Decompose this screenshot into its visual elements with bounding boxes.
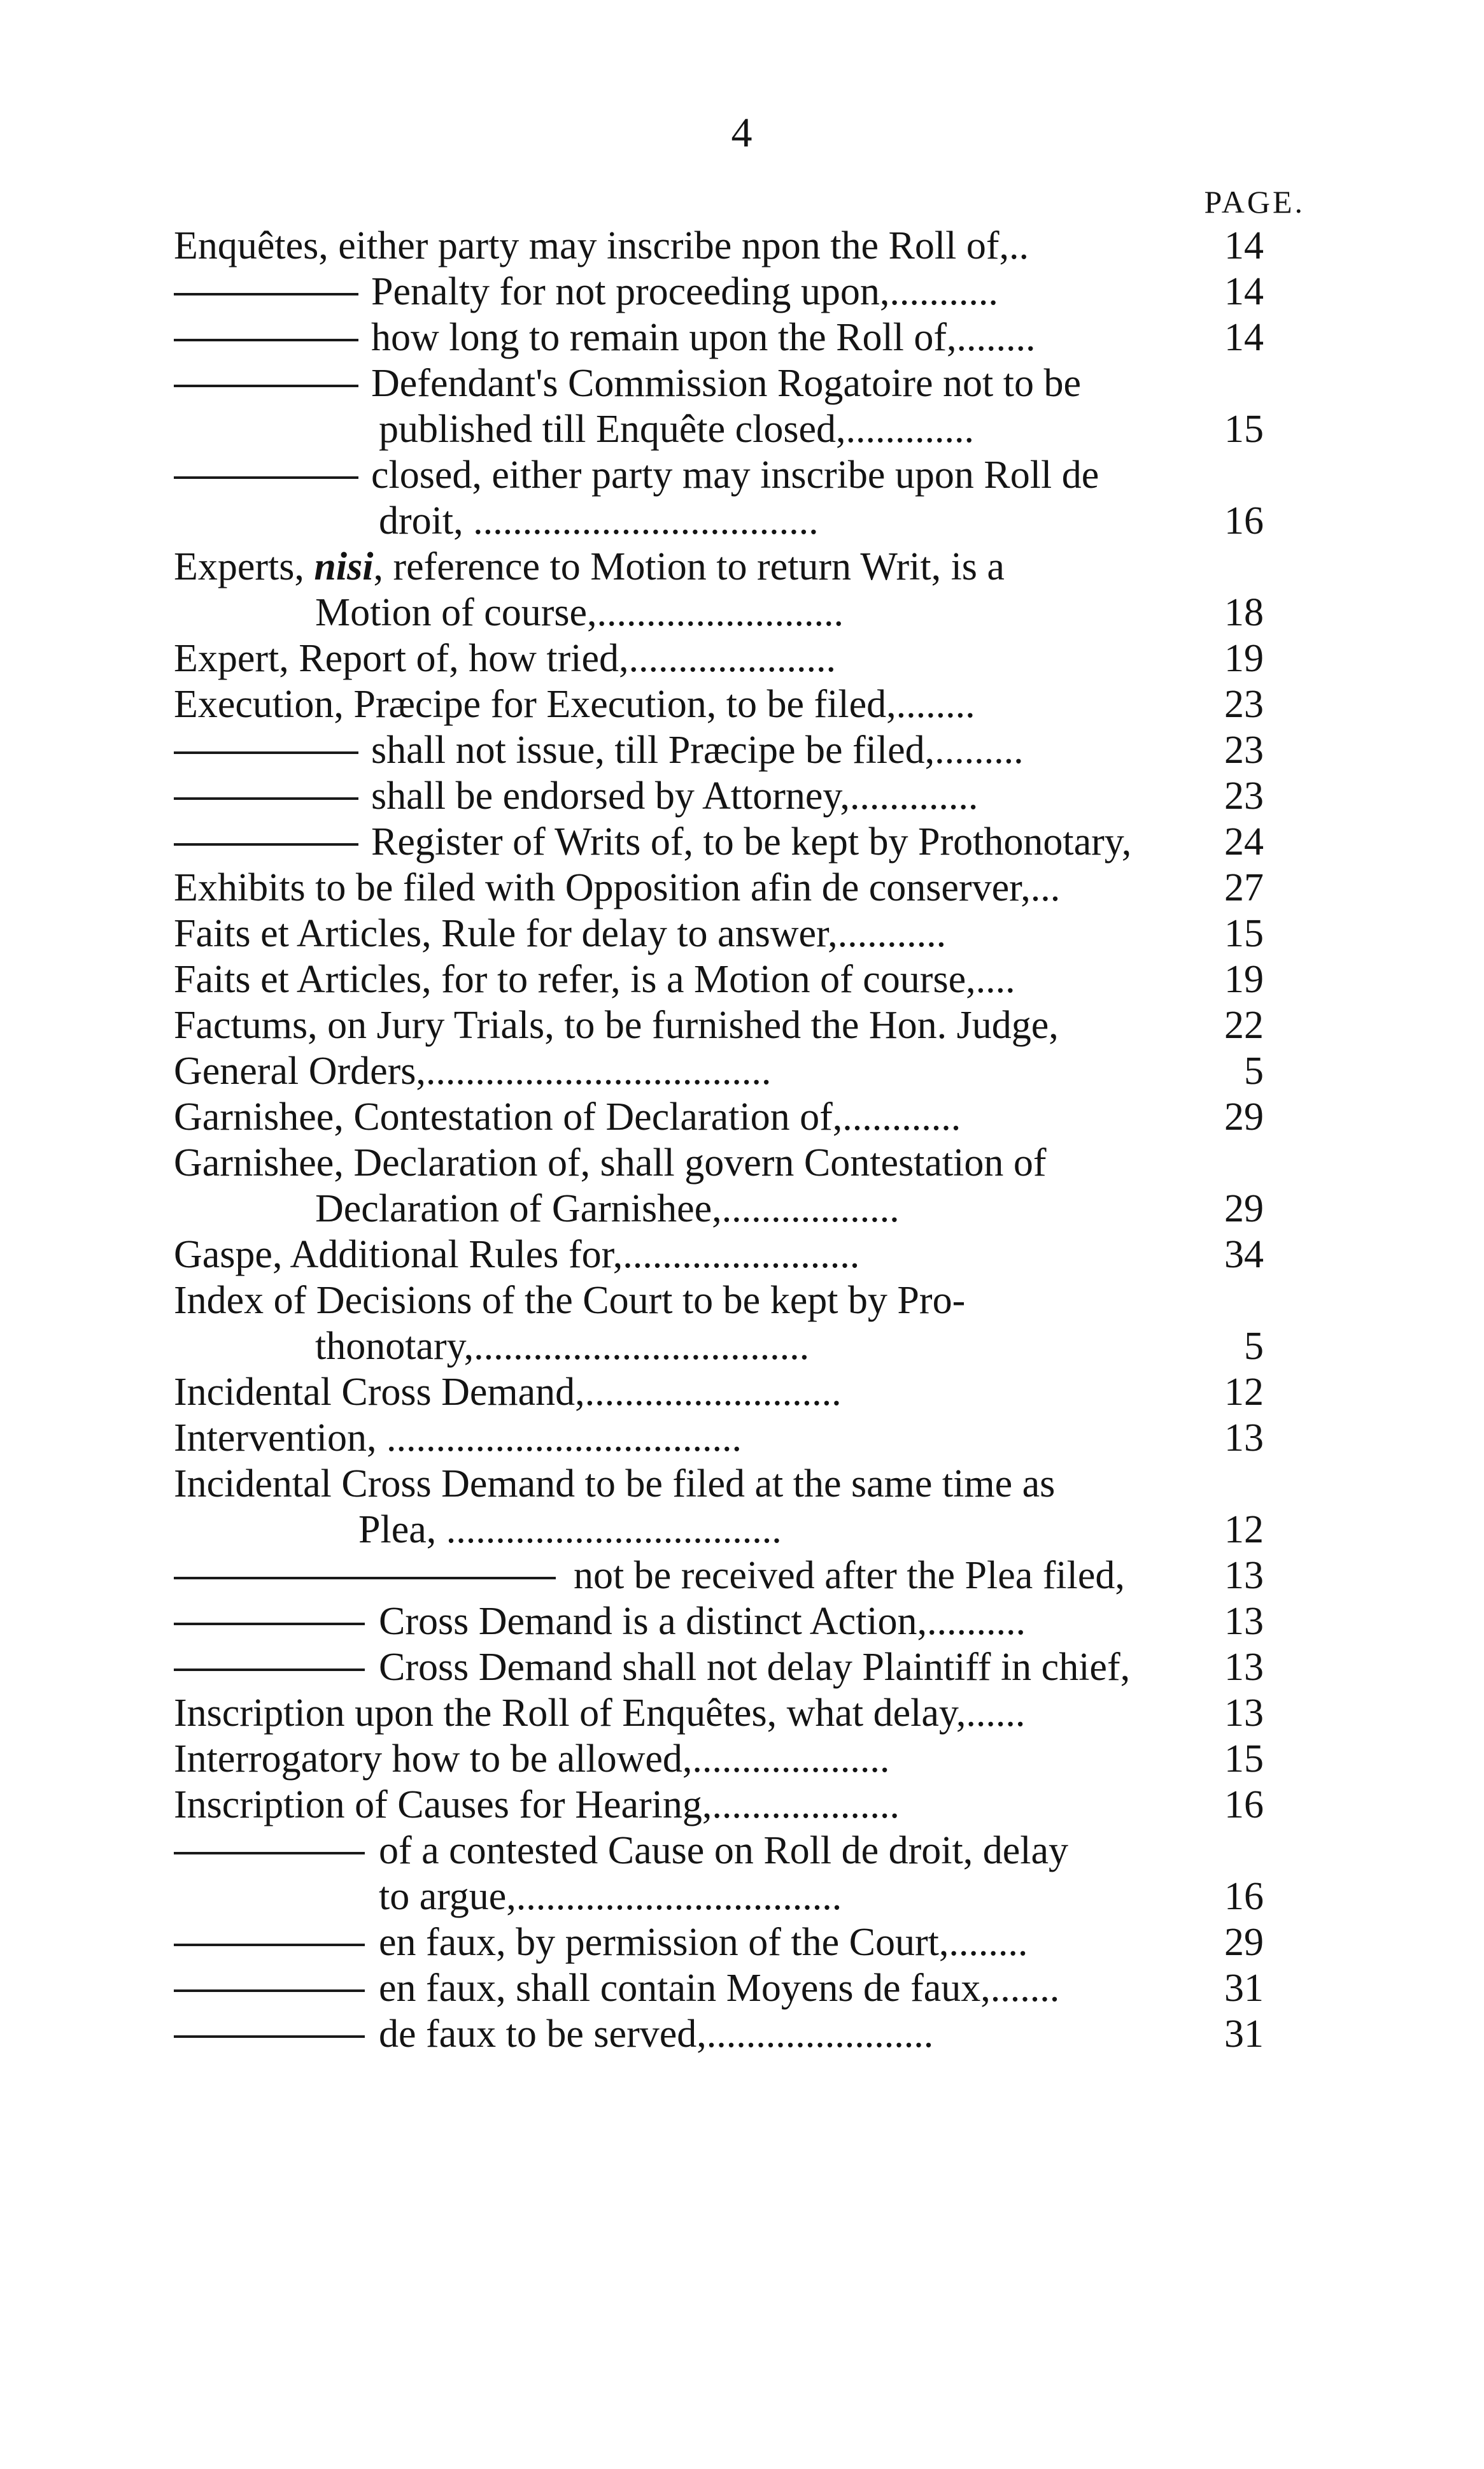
entry-page: 27 bbox=[1224, 866, 1264, 909]
index-entry bbox=[174, 1919, 1264, 1965]
entry-text: Index of Decisions of the Court to be kept by Pro- bbox=[174, 1279, 966, 1322]
entry-text: Penalty for not proceeding upon,........... bbox=[371, 270, 998, 313]
entry-text: en faux, shall contain Moyens de faux,....... bbox=[379, 1967, 1060, 2010]
index-entry bbox=[174, 1048, 1264, 1094]
index-entry bbox=[174, 1598, 1264, 1644]
entry-text: not be received after the Plea filed, bbox=[574, 1554, 1125, 1597]
index-entry bbox=[174, 636, 1264, 681]
index-entry bbox=[174, 315, 1264, 360]
index-entry bbox=[174, 911, 1264, 957]
entry-text: en faux, by permission of the Court,........ bbox=[379, 1921, 1028, 1964]
index-entry bbox=[174, 1461, 1264, 1507]
page-column-header: PAGE. bbox=[1204, 184, 1305, 220]
entry-text: shall not issue, till Præcipe be filed,......... bbox=[371, 729, 1024, 772]
page-number: 4 bbox=[731, 110, 753, 156]
entry-text bbox=[174, 544, 1005, 590]
ditto-dash bbox=[174, 293, 358, 295]
entry-page: 16 bbox=[1224, 499, 1264, 543]
entry-text: Faits et Articles, for to refer, is a Motion of course,.... bbox=[174, 958, 1015, 1001]
entry-text-italic: nisi bbox=[314, 545, 374, 588]
index-entry bbox=[174, 223, 1264, 269]
entry-text: Incidental Cross Demand,.......................... bbox=[174, 1370, 842, 1414]
entry-text: Incidental Cross Demand to be filed at the same time as bbox=[174, 1462, 1056, 1505]
entry-text-part: Experts, bbox=[174, 545, 314, 588]
entry-text: shall be endorsed by Attorney,............. bbox=[371, 774, 979, 818]
entry-page: 31 bbox=[1224, 1967, 1264, 2010]
ditto-dash bbox=[174, 2035, 365, 2038]
index-entry bbox=[174, 360, 1264, 406]
index-entry bbox=[174, 1553, 1264, 1598]
index-entry bbox=[174, 1965, 1264, 2011]
entry-text: Register of Writs of, to be kept by Prothonotary, bbox=[371, 820, 1132, 864]
index-entry bbox=[174, 1369, 1264, 1415]
entry-page: 19 bbox=[1224, 637, 1264, 680]
entry-page: 23 bbox=[1224, 774, 1264, 818]
entry-page: 5 bbox=[1244, 1325, 1264, 1368]
entry-page: 16 bbox=[1224, 1875, 1264, 1918]
entry-continuation-text: published till Enquête closed,............. bbox=[379, 408, 975, 451]
entry-text: Inscription of Causes for Hearing,................... bbox=[174, 1783, 900, 1826]
entry-continuation-text: Motion of course,......................... bbox=[315, 591, 844, 634]
index-entry-continuation bbox=[174, 590, 1264, 636]
entry-text: Execution, Præcipe for Execution, to be filed,........ bbox=[174, 683, 975, 726]
entry-text: Garnishee, Contestation of Declaration of,............ bbox=[174, 1095, 961, 1139]
index-entry bbox=[174, 1690, 1264, 1736]
entry-text: Cross Demand is a distinct Action,.......... bbox=[379, 1600, 1026, 1643]
entry-text: Garnishee, Declaration of, shall govern Contestation of bbox=[174, 1141, 1047, 1185]
entry-text: Cross Demand shall not delay Plaintiff in chief, bbox=[379, 1646, 1131, 1689]
ditto-dash bbox=[174, 385, 358, 387]
index-entry bbox=[174, 865, 1264, 911]
index-entry bbox=[174, 1828, 1264, 1874]
entry-page: 15 bbox=[1224, 1737, 1264, 1781]
entry-page: 29 bbox=[1224, 1095, 1264, 1139]
index-entry bbox=[174, 452, 1264, 498]
entry-page: 13 bbox=[1224, 1416, 1264, 1460]
ditto-dash bbox=[174, 751, 358, 754]
index-entry bbox=[174, 1644, 1264, 1690]
entry-page: 13 bbox=[1224, 1600, 1264, 1643]
ditto-dash bbox=[174, 1623, 365, 1625]
entry-page: 31 bbox=[1224, 2012, 1264, 2056]
entry-page: 22 bbox=[1224, 1004, 1264, 1047]
entry-text: Defendant's Commission Rogatoire not to be bbox=[371, 362, 1081, 405]
ditto-dash bbox=[174, 476, 358, 479]
entry-page: 24 bbox=[1224, 820, 1264, 864]
entry-page: 12 bbox=[1224, 1370, 1264, 1414]
entry-continuation-text: to argue,................................. bbox=[379, 1875, 842, 1918]
index-entry bbox=[174, 544, 1264, 590]
index-entry bbox=[174, 1140, 1264, 1186]
index-entry bbox=[174, 773, 1264, 819]
entry-page: 5 bbox=[1244, 1050, 1264, 1093]
entry-page: 15 bbox=[1224, 408, 1264, 451]
index-entry-continuation bbox=[174, 406, 1264, 452]
index-entry bbox=[174, 727, 1264, 773]
index-entry bbox=[174, 1415, 1264, 1461]
entry-text: Expert, Report of, how tried,..................... bbox=[174, 637, 837, 680]
entry-page: 15 bbox=[1224, 912, 1264, 955]
entry-text: how long to remain upon the Roll of,........ bbox=[371, 316, 1036, 359]
index-entry-continuation bbox=[174, 1323, 1264, 1369]
entry-continuation-text: Plea, .................................. bbox=[358, 1508, 782, 1551]
index-entry bbox=[174, 1277, 1264, 1323]
ditto-dash bbox=[174, 339, 358, 341]
index-entry-continuation bbox=[174, 1186, 1264, 1232]
index-entry bbox=[174, 1782, 1264, 1828]
entry-continuation-text: Declaration of Garnishee,.................. bbox=[315, 1187, 900, 1230]
index-entry bbox=[174, 681, 1264, 727]
index-list bbox=[0, 223, 1484, 2057]
index-entry bbox=[174, 1002, 1264, 1048]
entry-text: Factums, on Jury Trials, to be furnished the Hon. Judge, bbox=[174, 1004, 1059, 1047]
index-entry bbox=[174, 1094, 1264, 1140]
entry-page: 23 bbox=[1224, 683, 1264, 726]
index-entry-continuation bbox=[174, 498, 1264, 544]
entry-page: 16 bbox=[1224, 1783, 1264, 1826]
entry-page: 18 bbox=[1224, 591, 1264, 634]
entry-text: of a contested Cause on Roll de droit, delay bbox=[379, 1829, 1069, 1872]
entry-continuation-text: thonotary,.................................. bbox=[315, 1325, 810, 1368]
index-entry bbox=[174, 819, 1264, 865]
entry-text: Faits et Articles, Rule for delay to answer,........... bbox=[174, 912, 947, 955]
ditto-dash bbox=[174, 1852, 365, 1854]
entry-text: Intervention, .................................... bbox=[174, 1416, 742, 1460]
entry-page: 12 bbox=[1224, 1508, 1264, 1551]
ditto-dash bbox=[174, 1669, 365, 1671]
entry-text: Inscription upon the Roll of Enquêtes, what delay,...... bbox=[174, 1691, 1026, 1735]
entry-page: 23 bbox=[1224, 729, 1264, 772]
entry-page: 34 bbox=[1224, 1233, 1264, 1276]
entry-continuation-text: droit, ................................... bbox=[379, 499, 819, 543]
index-entry bbox=[174, 957, 1264, 1002]
entry-page: 29 bbox=[1224, 1921, 1264, 1964]
entry-page: 13 bbox=[1224, 1646, 1264, 1689]
entry-page: 13 bbox=[1224, 1554, 1264, 1597]
index-entry-continuation bbox=[174, 1874, 1264, 1919]
entry-page: 14 bbox=[1224, 224, 1264, 267]
index-entry bbox=[174, 1232, 1264, 1277]
ditto-dash bbox=[174, 1989, 365, 1992]
index-entry bbox=[174, 269, 1264, 315]
entry-page: 14 bbox=[1224, 316, 1264, 359]
entry-page: 14 bbox=[1224, 270, 1264, 313]
entry-text-part: , reference to Motion to return Writ, is a bbox=[373, 545, 1005, 588]
entry-page: 29 bbox=[1224, 1187, 1264, 1230]
entry-page: 13 bbox=[1224, 1691, 1264, 1735]
ditto-dash bbox=[174, 797, 358, 800]
index-entry bbox=[174, 1736, 1264, 1782]
ditto-dash bbox=[174, 1577, 556, 1579]
entry-text: General Orders,................................... bbox=[174, 1050, 772, 1093]
ditto-dash bbox=[174, 843, 358, 846]
index-entry bbox=[174, 2011, 1264, 2057]
entry-text: Interrogatory how to be allowed,.................... bbox=[174, 1737, 890, 1781]
entry-text: Exhibits to be filed with Opposition afin de conserver,... bbox=[174, 866, 1061, 909]
index-entry-continuation bbox=[174, 1507, 1264, 1553]
entry-text: de faux to be served,....................... bbox=[379, 2012, 934, 2056]
entry-text: Enquêtes, either party may inscribe npon the Roll of,.. bbox=[174, 224, 1029, 267]
entry-text: Gaspe, Additional Rules for,........................ bbox=[174, 1233, 860, 1276]
entry-page: 19 bbox=[1224, 958, 1264, 1001]
entry-text: closed, either party may inscribe upon Roll de bbox=[371, 453, 1099, 497]
ditto-dash bbox=[174, 1944, 365, 1946]
